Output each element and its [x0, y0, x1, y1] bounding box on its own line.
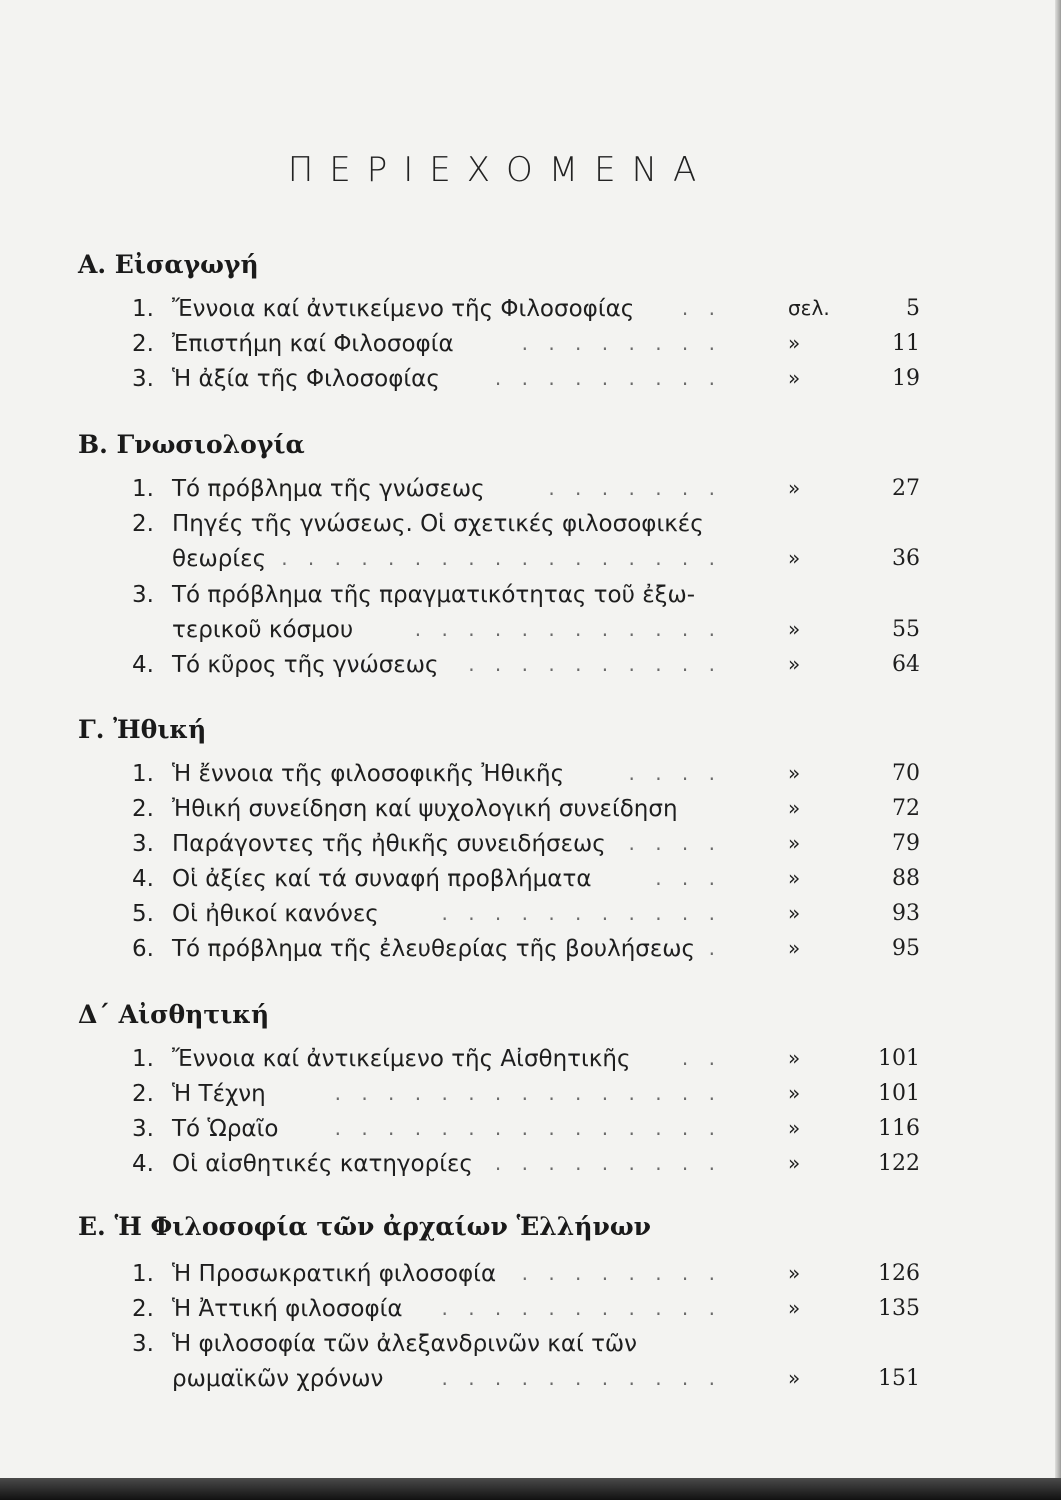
dot-leader: . . . . . . . . . — [494, 1151, 722, 1175]
page-ref-mark: » — [788, 476, 801, 500]
entry-number: 1. — [132, 1046, 154, 1072]
page-ref-mark: σελ. — [788, 296, 830, 320]
entry-title: Τό πρόβλημα τῆς γνώσεως — [172, 476, 485, 502]
entry-title: Ἡ Προσωκρατική φιλοσοφία — [172, 1261, 497, 1287]
entry-title: Οἱ ἀξίες καί τά συναφή προβλήματα — [172, 866, 592, 892]
entry-title: Τό πρόβλημα τῆς ἐλευθερίας τῆς βουλήσεως — [172, 936, 696, 962]
dot-leader: . . . . . . . . . . . . . . . — [334, 1081, 722, 1105]
entry-number: 3. — [132, 831, 154, 857]
entry-title: Τό Ὡραῖο — [172, 1116, 279, 1142]
page-ref-mark: » — [788, 761, 801, 785]
dot-leader: . . . — [655, 866, 722, 890]
entry-title: τερικοῦ κόσμου — [172, 617, 354, 643]
entry-number: 2. — [132, 1081, 154, 1107]
dot-leader: . . . . . . . . — [521, 1261, 722, 1285]
page-ref-mark: » — [788, 1046, 801, 1070]
toc-entry-row — [132, 1261, 922, 1297]
toc-entry-row — [132, 652, 922, 688]
dot-leader: . . . . . . . . . — [494, 366, 722, 390]
page-number: 93 — [892, 901, 920, 926]
page-ref-mark: » — [788, 796, 801, 820]
section-heading: Α. Εἰσαγωγή — [78, 250, 259, 279]
toc-entry-row — [132, 366, 922, 402]
toc-entry-row — [132, 1366, 922, 1402]
dot-leader: . . . . . . . . — [521, 331, 722, 355]
entry-title: ρωμαϊκῶν χρόνων — [172, 1366, 384, 1392]
entry-title: Ἡ ἔννοια τῆς φιλοσοφικῆς Ἠθικῆς — [172, 761, 565, 787]
page-number: 122 — [878, 1151, 920, 1176]
toc-entry-row — [132, 582, 922, 618]
toc-entry-row — [132, 617, 922, 653]
page-number: 116 — [878, 1116, 920, 1141]
toc-entry-row — [132, 476, 922, 512]
page-number: 5 — [906, 296, 920, 321]
toc-entry-row — [132, 796, 922, 832]
page-number: 101 — [878, 1081, 920, 1106]
page-ref-mark: » — [788, 866, 801, 890]
page-number: 11 — [892, 331, 920, 356]
dot-leader: . . — [681, 296, 722, 320]
page-ref-mark: » — [788, 1081, 801, 1105]
page-ref-mark: » — [788, 1261, 801, 1285]
page-ref-mark: » — [788, 831, 801, 855]
entry-title: Ἐπιστήμη καί Φιλοσοφία — [172, 331, 454, 357]
section-heading: Β. Γνωσιολογία — [78, 430, 305, 459]
toc-entry-row — [132, 296, 922, 332]
entry-title: Ἡ φιλοσοφία τῶν ἀλεξανδρινῶν καί τῶν — [172, 1331, 638, 1357]
dot-leader: . . . . . . . — [548, 476, 722, 500]
dot-leader: . . . . . . . . . . . . — [414, 617, 722, 641]
page-number: 19 — [892, 366, 920, 391]
page-number: 70 — [892, 761, 920, 786]
page-number: 101 — [878, 1046, 920, 1071]
dot-leader: . . . . — [628, 831, 722, 855]
entry-number: 5. — [132, 901, 154, 927]
dot-leader: . — [708, 936, 722, 960]
section-heading: Γ. Ἠθική — [78, 715, 207, 744]
page-ref-mark: » — [788, 652, 801, 676]
page-right-edge — [1055, 0, 1061, 1500]
page-number: 36 — [892, 546, 920, 571]
entry-number: 4. — [132, 866, 154, 892]
entry-title: Παράγοντες τῆς ἠθικῆς συνειδήσεως — [172, 831, 606, 857]
page-ref-mark: » — [788, 1116, 801, 1140]
entry-title: Τό κῦρος τῆς γνώσεως — [172, 652, 439, 678]
page-number: 151 — [878, 1366, 920, 1391]
entry-title: Ἡ ἀξία τῆς Φιλοσοφίας — [172, 366, 440, 392]
page-number: 126 — [878, 1261, 920, 1286]
section-heading: Δ΄ Αἰσθητική — [78, 1000, 270, 1029]
page-number: 55 — [892, 617, 920, 642]
entry-number: 2. — [132, 511, 154, 537]
page-bottom-edge — [0, 1478, 1061, 1500]
dot-leader: . . . . . . . . . . . . . . . . . . — [254, 546, 722, 570]
page-ref-mark: » — [788, 1296, 801, 1320]
entry-title: Ἔννοια καί ἀντικείμενο τῆς Αἰσθητικῆς — [172, 1046, 631, 1072]
page-number: 88 — [892, 866, 920, 891]
page-number: 79 — [892, 831, 920, 856]
entry-title: θεωρίες — [172, 546, 267, 572]
entry-title: Ἠθική συνείδηση καί ψυχολογική συνείδηση — [172, 796, 678, 822]
entry-title: Ἔννοια καί ἀντικείμενο τῆς Φιλοσοφίας — [172, 296, 635, 322]
entry-title: Πηγές τῆς γνώσεως. Οἱ σχετικές φιλοσοφικές — [172, 511, 704, 537]
toc-entry-row — [132, 901, 922, 937]
page-number: 64 — [892, 652, 920, 677]
page-ref-mark: » — [788, 331, 801, 355]
dot-leader: . . . . . . . . . . — [468, 652, 722, 676]
page-number: 72 — [892, 796, 920, 821]
dot-leader: . . . . . . . . . . . — [441, 901, 722, 925]
page-number: 135 — [878, 1296, 920, 1321]
entry-number: 1. — [132, 761, 154, 787]
entry-number: 1. — [132, 296, 154, 322]
toc-entry-row — [132, 866, 922, 902]
page-ref-mark: » — [788, 1366, 801, 1390]
toc-entry-row — [132, 546, 922, 582]
entry-number: 4. — [132, 652, 154, 678]
dot-leader: . . . . . . . . . . . — [441, 1296, 722, 1320]
page-ref-mark: » — [788, 901, 801, 925]
dot-leader: . . . . — [628, 761, 722, 785]
page-number: 27 — [892, 476, 920, 501]
toc-entry-row — [132, 331, 922, 367]
page-ref-mark: » — [788, 546, 801, 570]
dot-leader: . . — [681, 1046, 722, 1070]
entry-number: 3. — [132, 1116, 154, 1142]
entry-number: 3. — [132, 1331, 154, 1357]
entry-number: 1. — [132, 476, 154, 502]
dot-leader: . . . . . . . . . . . — [441, 1366, 722, 1390]
page-ref-mark: » — [788, 1151, 801, 1175]
entry-number: 4. — [132, 1151, 154, 1177]
entry-title: Ἡ Τέχνη — [172, 1081, 266, 1107]
entry-number: 3. — [132, 366, 154, 392]
entry-number: 6. — [132, 936, 154, 962]
toc-entry-row — [132, 761, 922, 797]
toc-entry-row — [132, 936, 922, 972]
dot-leader: . . . . . . . . . . . . . . . — [334, 1116, 722, 1140]
toc-entry-row — [132, 1296, 922, 1332]
entry-title: Οἱ ἠθικοί κανόνες — [172, 901, 379, 927]
entry-number: 2. — [132, 1296, 154, 1322]
entry-title: Τό πρόβλημα τῆς πραγματικότητας τοῦ ἐξω- — [172, 582, 696, 608]
page-ref-mark: » — [788, 936, 801, 960]
entry-number: 1. — [132, 1261, 154, 1287]
entry-title: Ἡ Ἀττική φιλοσοφία — [172, 1296, 403, 1322]
toc-entry-row — [132, 1331, 922, 1367]
toc-entry-row — [132, 831, 922, 867]
toc-entry-row — [132, 1081, 922, 1117]
toc-entry-row — [132, 1151, 922, 1187]
page-ref-mark: » — [788, 617, 801, 641]
toc-entry-row — [132, 511, 922, 547]
section-heading: Ε. Ἡ Φιλοσοφία τῶν ἀρχαίων Ἑλλήνων — [78, 1212, 651, 1241]
toc-entry-row — [132, 1116, 922, 1152]
entry-number: 2. — [132, 796, 154, 822]
page-ref-mark: » — [788, 366, 801, 390]
page-title: ΠΕΡΙΕΧΟΜΕΝΑ — [287, 150, 713, 190]
toc-entry-row — [132, 1046, 922, 1082]
entry-title: Οἱ αἰσθητικές κατηγορίες — [172, 1151, 473, 1177]
entry-number: 3. — [132, 582, 154, 608]
entry-number: 2. — [132, 331, 154, 357]
page-number: 95 — [892, 936, 920, 961]
